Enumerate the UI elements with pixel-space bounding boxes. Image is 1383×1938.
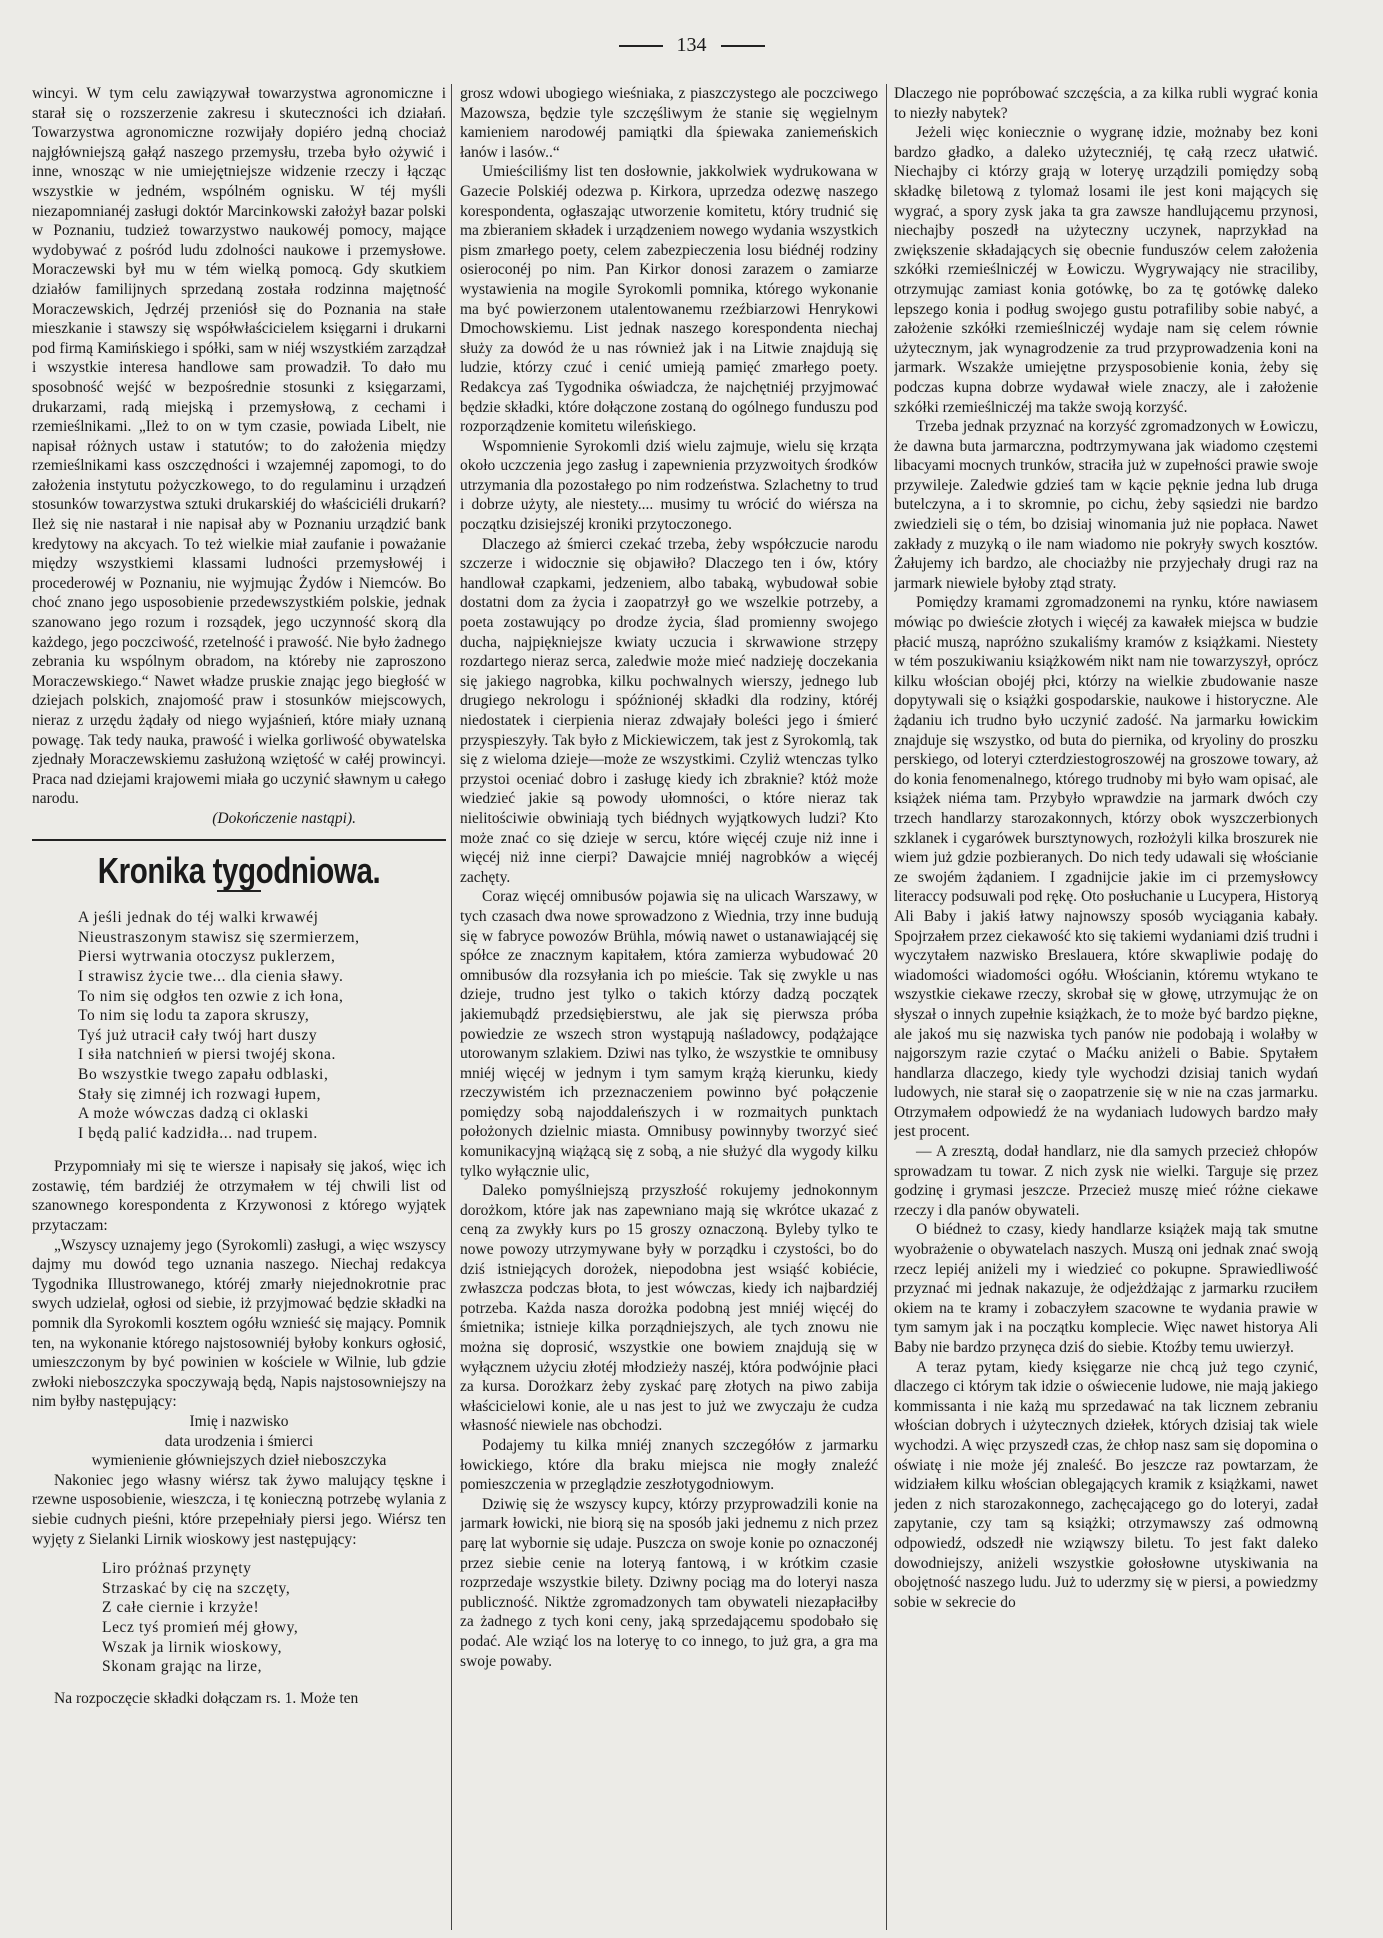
column-divider: [451, 84, 452, 1930]
poem-line: Stały się zimnéj ich rozwagi łupem,: [78, 1085, 322, 1103]
paragraph: Przypomniały mi się te wiersze i napisały się jakoś, więc ich zostawię, tém bardziéj że otrzymałem w téj chwili list od szanownego korespondenta z Krzywonosi z którego wyjątek przytaczam:: [32, 1158, 446, 1235]
paragraph: Wspomnienie Syrokomli dziś wielu zajmuje, wielu się krząta około uczczenia jego zasług i zapewnienia przyzwoitych środków utrzymania dla pozostałego po nim rodzeństwa. Szlachetny to trud i dobrze użyty, ale niestety.... musimy tu wrócić do wiérsza na początku dzisiejszéj kroniki przytoczonego.: [460, 437, 878, 534]
dash-right: [721, 45, 765, 47]
paragraph: Umieściliśmy list ten dosłownie, jakkolwiek wydrukowana w Gazecie Polskiéj odezwa p. Kirkora, uprzedza odezwę naszego korespondenta, ogłaszając utworzenie komitetu, który trudnić się ma zbieraniem składek i urządzeniem nowego wydania wszystkich pism zmarłego poety, celem zabezpieczenia losu biédnéj rodziny osieroconéj po nim. Pan Kirkor donosi zarazem o zamiarze wystawienia na mogile Syrokomli pomnika, którego wykonanie ma być powierzonem utalentowanemu rzeźbiarzowi Henrykowi Dmochowskiemu. List jednak naszego korespondenta niechaj służy za dowód że u nas również jak i na Litwie znajdują się ludzie, którzy czuć i cenić umieją pamięć zmarłego poety. Redakcya zaś Tygodnika oświadcza, że najchętniéj przyjmować będzie składki, które dołączone zostaną do ogólnego funduszu pod rozporządzenie komitetu wileńskiego.: [460, 163, 878, 436]
poem-2: [32, 1559, 446, 1677]
poem-line: Wszak ja lirnik wioskowy,: [102, 1638, 283, 1656]
column-1: [32, 84, 446, 1930]
inscription-line: Imię i nazwisko: [189, 1413, 289, 1430]
paragraph: — A zresztą, dodał handlarz, nie dla samych przecież chłopów sprowadzam tu towar. Z nich zysk nie wielki. Targuje się przez godzinę i grymasi jeszcze. Przecież muszę mieć różne ciekawe rzeczy i dla panów obywateli.: [894, 1143, 1318, 1219]
paragraph: Pomiędzy kramami zgromadzonemi na rynku, które nawiasem mówiąc po dwieście złotych i więcéj za kawałek miejsca w budzie płacić muszą, napróżno szukaliśmy kramów z książkami. Niestety w tém poszukiwaniu książkowém nikt nam nie towarzyszył, oprócz kilku włościan obojéj płci, którzy na wielkie zbudowanie nasze dopytywali się o książki gospodarskie, naukowe i historyczne. Ale żądaniu ich trudno było uczynić zadość. Na jarmarku łowickim znajduje się wszystko, od buta do piernika, od kryoliny do proszku perskiego, od loteryi czterdziestogroszowéj na groszowe towary, aż do konia fenomenalnego, którego trudnoby mi było wam opisać, ale książek niéma tam. Przybyło wprawdzie na jarmark dwóch czy trzech handlarzy starozakonnych, którzy obok wyszczerbionych szklanek i cygarówek bursztynowych, rozłożyli kilka broszurek nie wiem już gdzie pozbieranych. Do nich tedy udawali się włościanie ze swojém żądaniem. I zgadnijcie jakie im ci przemysłowcy literaccy podsuwali pod rękę. Oto posłuchanie u Lucypera, Historyą Ali Baby i jakiś łatwy najnowszy sposób wyciągania kabały. Spojrzałem przez ciekawość kto się takiemi wydaniami dziś trudni i wyczytałem nazwisko Breslauera, które skwapliwie podaję do wiadomości wiadomości ogółu. Włościanin, któremu wtykano te wszystkie ciekawe rzeczy, skrobał się w głowę, utrzymując że on słyszał o innych zupełnie książkach, że to może być bardzo piękne, ale jakoś mu się nazwiska tych panów nie podobają i wolałby w najgorszym razie czytać o Maćku aniżeli o Babie. Spytałem handlarza dlaczego, kiedy tyle wychodzi dzisiaj tanich wydań ludowych, nie starał się o zaopatrzenie się w nie na czas jarmarku. Otrzymałem odpowiedź że na wydaniach ludowych bardzo mały jest procent.: [894, 594, 1318, 1141]
paragraph: Dziwię się że wszyscy kupcy, którzy przyprowadzili konie na jarmark łowicki, nie biorą się na sposób jaki jednemu z nich przez parę lat wybornie się udaje. Puszcza on swoje konie po oznaczonéj przez siebie cenie na loteryą fantową, i w krótkim czasie rozprzedaje wszystkie bilety. Dziwny pociąg ma do loteryi nasza publiczność. Niktże zgromadzonych tam obywateli niezapłaciłby za żadnego z tych koni ceny, jaką sprzedającemu spodobało się podać. Ale wziąć los na loteryę to co innego, to już gra, a gra ma swoje powaby.: [460, 1495, 878, 1670]
poem-line: Liro próżnaś przynęty: [102, 1560, 252, 1578]
paragraph: A teraz pytam, kiedy księgarze nie chcą już tego czynić, dlaczego ci którym tak idzie o oświecenie ludowe, nie mają jakiego kommissanta i nie każą mu sprzedawać na tak licznem zebraniu włościan dobrych i użytecznych dziełek, których dzisiaj tak wiele wychodzi. A więc przyszedł czas, że chłop nasz sam się dopomina o oświatę i nie może jéj znaleść. Bo jeszcze raz powtarzam, że widziałem kilku włościan oblegających kramik z książkami, nawet jeden z nich starozakonnego, zachęcającego go do loteryi, zadał zapytanie, czy tam są książki; otrzymawszy zaś odmowną odpowiedź, odszedł nie wziąwszy biletu. To jest fakt daleko dowodniejszy, aniżeli wszystkie gołosłowne utyskiwania na obojętność naszego ludu. Już to uderzmy się w piersi, a powiedzmy sobie w sekrecie do: [894, 1358, 1318, 1611]
page-number: [0, 34, 1383, 57]
poem-line: A jeśli jednak do téj walki krwawéj: [78, 909, 319, 927]
column-3: [894, 84, 1318, 1930]
quoted-letter: „Wszyscy uznajemy jego (Syrokomli) zasługi, a więc wszyscy dajmy mu dowód tego uznania naszego. Niechaj redakcya Tygodnika Illustrowanego, któréj zmarły niejednokrotnie prac swych udzielał, ogłosi od siebie, iż przyjmować będzie składki na pomnik dla Syrokomli kosztem ogółu wznieść się mający. Pomnik ten, na wykonanie którego najstosowniéj byłoby konkurs ogłosić, umieszczonym by być powinien w kościele w Wilnie, lub gdzie zwłoki nieboszczyka spoczywają będą, Napis najstosowniejszy na nim byłby następujący:: [32, 1236, 446, 1411]
inscription-line: wymienienie główniejszych dzieł nieboszczyka: [91, 1452, 387, 1470]
paragraph: Nakoniec jego własny wiérsz tak żywo malujący tęskne i rzewne usposobienie, wieszcza, i tę konieczną potrzebę wylania z siebie cudnych pieśni, które przepełniały piersi jego. Wiérsz ten wyjęty z Sielanki Lirnik wioskowy jest następujący:: [32, 1471, 446, 1548]
paragraph: Coraz więcéj omnibusów pojawia się na ulicach Warszawy, w tych czasach dwa nowe sprowadzono z Wiednia, trzy inne budują się w fabryce powozów Brühla, mówią nawet o ustanawiającéj się spółce ze znacznym kapitałem, która zamierza wybudować 20 omnibusów dla rozsyłania ich po mieście. Tak się zwykle u nas dzieje, trudno jest tylko o takich którzy dadzą początek jakiemubądź przedsiębierstwu, ale jak się pierwsza próba powiedzie ze wszech stron wystąpują naśladowcy, podążające utorowanym szlakiem. Dziwi nas tylko, że wszystkie te omnibusy mniéj więcéj w jednym i tym samym krążą kierunku, kiedy rzeczywistém ich przeznaczeniem powinno być połączenie pomiędzy sobą najoddaleńszych i w rozmaitych punktach położonych dzielnic miasta. Omnibusy powinnyby tworzyć sieć komunikacyjną wiążącą się z sobą, a nie służyć dla wygody kilku tylko wyłącznie ulic,: [460, 888, 878, 1180]
poem-line: To nim się lodu ta zapora skruszy,: [78, 1007, 310, 1025]
poem-line: Nieustraszonym stawisz się szermierzem,: [78, 928, 360, 946]
poem-1: [32, 908, 446, 1143]
column-divider: [886, 84, 887, 1930]
paragraph: Dlaczego aż śmierci czekać trzeba, żeby współczucie narodu szczerze i widocznie się objawiło? Dlaczego ten i ów, który handlował czapkami, jedzeniem, albo tabaką, wybudował sobie dostatni dom za życia i zaopatrzył go we wszelkie potrzeby, a poeta zostawujący po drodze życia, ślad promienny swojego ducha, najpiękniejsze kwiaty uczucia i skrwawione strzępy rozdartego nieraz serca, zaledwie może mieć nadzieję doczekania się jakiego nagrobka, kilku pochwalnych wierszy, jednego lub drugiego nekrologu i spóźnionéj składki dla rodziny, któréj niedostatek i cierpienia nieraz zdwajały boleści jego i śmierć przyspieszyły. Tak było z Mickiewiczem, tak jest z Syrokomlą, tak się z wieloma dzieje—może ze wszystkimi. Czyliż wtenczas tylko przystoi oceniać dobro i zasługę kiedy ich zbraknie? któż może wiedzieć jakie są powody ułomności, o które nieraz tak nielitościwie obwiniają tych biédnych wyjątkowych ludzi? Kto może znać co się dzieje w sercu, które więcéj czuje niż inne i więcéj niż inne cierpi? Dawajcie mniéj nagrobków a więcéj zachęty.: [460, 535, 878, 886]
section-divider: [32, 839, 446, 841]
poem-line: Piersi wytrwania otoczysz puklerzem,: [78, 948, 336, 966]
poem-line: Bo wszystkie twego zapału odblaski,: [78, 1065, 329, 1083]
dash-left: [619, 45, 663, 47]
paragraph: Podajemy tu kilka mniéj znanych szczegółów z jarmarku łowickiego, które dla braku miejsca nie mogły znaleźć pomieszczenia w przeglądzie zeszłotygodniowym.: [460, 1436, 878, 1494]
poem-line: Tyś już utracił cały twój hart duszy: [78, 1026, 318, 1044]
paragraph: Trzeba jednak przyznać na korzyść zgromadzonych w Łowiczu, że dawna buta jarmarczna, podtrzymywana jak wiadomo częstemi libacyami mocnych trunków, straciła już w zupełności prawie swoje przywileje. Zaledwie gdzieś tam w kącie pęknie jedna lub druga butelczyna, a i to skromnie, po cichu, żeby sąsiedzi nie bardzo zwiedzieli się o tém, bo dzisiaj winomania już nie popłaca. Nawet zakłady z muzyką o ile nam wiadomo nie pokryły swych kosztów. Żałujemy ich bardzo, ale chociażby nie przyjechały drugi raz na jarmark niewiele byłoby ztąd straty.: [894, 418, 1318, 592]
paragraph: Na rozpoczęcie składki dołączam rs. 1. Może ten: [54, 1689, 359, 1707]
poem-line: Skonam grając na lirze,: [102, 1658, 263, 1676]
poem-line: A może wówczas dadzą ci oklaski: [78, 1105, 309, 1123]
poem-line: I siła natchnień w piersi twojéj skona.: [78, 1046, 336, 1064]
section-heading: Kronika tygodniowa.: [97, 849, 381, 891]
paragraph: Daleko pomyślniejszą przyszłość rokujemy jednokonnym dorożkom, które jak nas zapewniano mają się wkrótce ukazać z ceną za zwykły kurs po 15 groszy oznaczoną. Byleby tylko te nowe powozy utrzymywane były w porządku i czystości, bo do dziś istniejących dorożek, niepodobna jest wsiąść kobiécie, zwłaszcza podczas błota, to jest wówczas, kiedy ich najbardziéj potrzeba. Każda nasza dorożka podobną jest mniéj więcéj do śmietnika; istnieje kilka porządniejszych, ale tych znowu nie można się doprosić, wszystkie one bowiem znajdują się w wyłącznem użyciu złotéj młodzieży naszéj, która podwójnie płaci za kursa. Dorożkarz żeby zyskać parę złotych na piwo zabija właścicielowi konie, ale u nas jest to już we zwyczaju że cudza własność niewiele nas obchodzi.: [460, 1182, 878, 1435]
poem-line: To nim się odgłos ten ozwie z ich łona,: [78, 987, 344, 1005]
column-2: [460, 84, 878, 1930]
to-be-continued: (Dokończenie nastąpi).: [212, 809, 356, 827]
paragraph: Dlaczego nie popróbować szczęścia, a za kilka rubli wygrać konia to niezły nabytek?: [894, 85, 1318, 122]
poem-line: I strawisz życie twe... dla cienia sławy.: [78, 967, 344, 985]
poem-line: Strzaskać by cię na szczęty,: [102, 1579, 291, 1597]
article-continuation: wincyi. W tym celu zawiązywał towarzystwa agronomiczne i starał się o rozszerzenie zakresu i skuteczności ich działań. Towarzystwa agronomiczne rozwijały dopiéro jedną chociaż najgłówniejszą gałąź naszego przemysłu, trzeba było ożywić i inne, wnosząc w nie umiejętniejsze widzenie rzeczy i łącząc wszystkie w jedném, wspólném ognisku. W téj myśli niezapomnianéj zasługi doktór Marcinkowski założył bazar polski w Poznaniu, tudzież towarzystwo naukowéj pomocy, mające wydobywać z pośród ludu zdolności naukowe i przemysłowe. Moraczewski był mu w tém wielką pomocą. Gdy skutkiem działów familijnych sprzedaną została rodzinna majętność Moraczewskich, Jędrzéj przeniósł się do Poznania na stałe mieszkanie i stawszy się współwłaścicielem księgarni i drukarni pod firmą Kamińskiego i spółki, sam w niéj wszystkiém zarządzał i wszystkie interesa handlowe sam prowadził. To dało mu sposobność wejść w bezpośrednie stosunki z księgarzami, drukarzami, radą miejską i przemysłową, z cechami i rzemieślnikami. „Ileż to on w tym czasie, powiada Libelt, nie napisał różnych ustaw i statutów; to do założenia między rzemieślnikami kass oszczędności i wzajemnéj zapomogi, to do założenia instytutu pożyczkowego, to do regulaminu i urządzeń stosunków towarzystwa sztuki drukarskiéj do właściciéli drukarń? Ileż się nie nastarał i nie napisał aby w Poznaniu urządzić bank kredytowy na akcyach. To też wielkie miał zaufanie i poważanie między wszystkiemi klassami ludności przemysłowéj i procederowéj w Poznaniu, nie wyjmując Żydów i Niemców. Bo choć znano jego usposobienie przedewszystkiém polskie, jednak szanowano jego rozum i rozsądek, jego uczynność skorą dla każdego, jego poczciwość, rzetelność i prawość. Nie było żadnego zebrania ku wspólnym obradom, na któreby nie zaproszono Moraczewskiego.“ Nawet władze pruskie znając jego biegłość w dziejach polskich, znajomość praw i stosunków miejscowych, nieraz z urzędu żądały od niego wyjaśnień, które miały uznaną powagę. Tak tedy nauka, prawość i wielka gorliwość obywatelska zjednały Moraczewskiemu zasłużoną wziętość w całéj prowincyi. Praca nad dziejami krajowemi miała go uczynić sławnym u całego narodu.: [32, 85, 446, 808]
paragraph: O biédneż to czasy, kiedy handlarze książek mają tak smutne wyobrażenie o obywatelach naszych. Muszą oni jednak znać swoją rzecz lepiéj aniżeli my i wiedzieć co pokupne. Sprawiedliwość przyznać mi jednak nakazuje, że odjeżdżając z jarmarku rzuciłem okiem na te kramy i zobaczyłem szacowne te wydania prawie w tym samym jak i na początku komplecie. Więc nawet historya Ali Baby nie bardzo przynęca dziś do siebie. Ktoźby temu uwierzył.: [894, 1221, 1318, 1356]
page-number-text: 134: [676, 34, 707, 56]
poem-line: I będą palić kadzidła... nad trupem.: [78, 1124, 318, 1142]
poem-line: Z całe ciernie i krzyże!: [102, 1599, 260, 1617]
paragraph: grosz wdowi ubogiego wieśniaka, z piaszczystego ale poczciwego Mazowsza, będzie tyle szczęśliwym że stanie się węgielnym kamieniem narodowéj pamiątki dla śpiewaka zaniemeńskich łanów i lasów..“: [460, 85, 878, 161]
poem-line: Lecz tyś promień méj głowy,: [102, 1618, 299, 1636]
paragraph: Jeżeli więc koniecznie o wygranę idzie, możnaby bez koni bardzo gładko, a daleko użyteczniéj, tę całą rzecz ułatwić. Niechajby ci którzy grają w loteryę urządzili pomiędzy sobą składkę biletową z tylomaż losami ile jest koni mających się wygrać, a spory zysk jaka ta gra zawsze handlującemu przynosi, niechajby poszedł na użyteczny uczynek, naprzykład na zwiększenie składających się obecnie funduszów celem założenia szkółki rzemieślniczéj w Łowiczu. Wygrywający nie straciliby, otrzymując zamiast konia gotówkę, bo za tę gotówkę daleko lepszego konia i podług swojego gustu potrafiliby sobie nabyć, a założenie szkółki rzemieślniczéj wydaje nam się celem równie użytecznym, jak wynagrodzenie za trud przyprowadzenia koni na jarmark. Wszakże umiejętne przysposobienie konia, żeby się podczas kupna dobrze wydawał wiele znaczy, ale i założenie szkółki rzemieślniczéj ma także swoją korzyść.: [894, 124, 1318, 416]
inscription-line: data urodzenia i śmierci: [164, 1432, 314, 1450]
